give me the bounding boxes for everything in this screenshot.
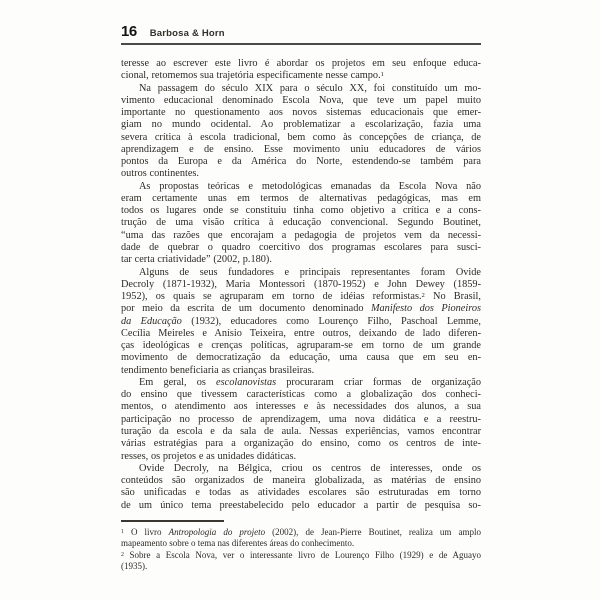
text-line: de um único tema preestabelecido pelo educador a partir de pesquisa so- [121,499,481,511]
text-line: tendimento beneficiaria as crianças brasileiras. [121,364,315,376]
text-line: movimento de democratização da educação, uma causa que em seu en- [121,352,481,364]
text-line: são unificadas e todas as atividades escolares são estruturadas em torno [121,487,481,499]
text-line: por meio da escrita de um documento denominado Manifesto dos Pioneiros [121,303,481,315]
text-line: severa crítica à escola tradicional, bem como às concepções de criança, de [121,131,481,143]
running-title: Barbosa & Horn [149,28,225,39]
body-text [121,58,481,512]
superscript-reference: 2 [421,291,425,299]
text-line: participação no processo de aprendizagem, uma nova didática e a reestru- [121,413,481,425]
footnote-line: mapeamento sobre o tema nas diferentes áreas do conhecimento. [121,538,355,549]
text-line: eram certamente unas em termos de alternativas pedagógicas, mas em [121,192,481,204]
text-line: Decroly (1871-1932), Maria Montessori (1870-1952) e John Dewey (1859- [121,278,481,290]
text-line: do ensino que tivessem características como a globalização dos conheci- [121,389,481,401]
text-line: Ovide Decroly, na Bélgica, criou os centros de interesses, onde os [139,462,481,474]
text-line: cional, retomemos sua trajetória especificamente nesse campo.$^1$ [121,70,385,82]
page-content [121,25,481,573]
text-line: 1952), os quais se agruparam em torno de idéias reformistas.$^2$ No Brasil, [121,291,481,303]
footnote-separator [121,520,224,522]
text-line: Na passagem do século XIX para o século XX, foi constituído um mo- [139,82,481,94]
text-line: vimento educacional denominado Escola Nova, que teve um papel muito [121,94,481,106]
page-number: 16 [121,23,137,40]
text-line: “uma das razões que encorajam a pedagogia de projetos vem da necessi- [121,229,481,241]
footnotes [121,527,481,573]
superscript-reference: 2 [121,551,124,558]
text-line: Cecília Meireles e Anísio Teixeira, entre outros, deixando de lado diferen- [121,327,481,339]
text-line: dade de quebrar o quadro coercitivo dos programas escolares para susci- [121,241,481,253]
text-line: outros continentes. [121,168,199,180]
text-line: tar certa criatividade” (2002, p.180). [121,254,272,266]
text-line: ças ideológicas e crenças políticas, agruparam-se em torno de um grande [121,340,481,352]
text-line: da Educação (1932), educadores como Lourenço Filho, Paschoal Lemme, [121,315,481,327]
text-line: importante no questionamento aos novos sistemas educacionais que emer- [121,107,481,119]
text-line: conteúdos são organizados de maneira globalizada, as matérias de ensino [121,475,481,487]
footnote-line: (1935). [121,561,148,572]
text-line: mentos, o atendimento aos interesses e às necessidades dos alunos, a sua [121,401,481,413]
text-line: turação da escola e da sala de aula. Nessas experiências, vamos encontrar [121,425,481,437]
text-line: giam no mundo ocidental. Ao problematizar a escolarização, fazia uma [121,119,481,131]
text-line: várias estratégias para a organização do ensino, como os centros de inte- [121,438,481,450]
text-line: trução de uma visão crítica à educação convencional. Segundo Boutinet, [121,217,481,229]
footnote-line: $^1$ O livro Antropologia do projeto (2002), de Jean-Pierre Boutinet, realiza um amplo [121,526,481,537]
text-line: Alguns de seus fundadores e principais representantes foram Ovide [139,266,481,278]
superscript-reference: 1 [121,528,124,535]
text-line: pontos da Europa e da América do Norte, estendendo-se também para [121,156,481,168]
text-line: todos os lugares onde se constituiu tinha como objetivo a crítica e a cons- [121,205,481,217]
superscript-reference: 1 [380,70,385,78]
text-line: Em geral, os escolanovistas procuraram criar formas de organização [139,376,481,388]
text-line: aprendizagem e de ensino. Esse movimento uniu educadores de vários [121,143,481,155]
text-line: teresse ao escrever este livro é abordar os projetos em seu enfoque educa- [121,58,481,69]
footnote-line: $^2$ Sobre a Escola Nova, ver o interessante livro de Lourenço Filho (1929) e de Aguayo [121,549,481,560]
running-header [121,25,481,45]
text-line: As propostas teóricas e metodológicas emanadas da Escola Nova não [139,180,481,192]
text-line: resses, os projetos e as unidades didáticas. [121,450,297,462]
